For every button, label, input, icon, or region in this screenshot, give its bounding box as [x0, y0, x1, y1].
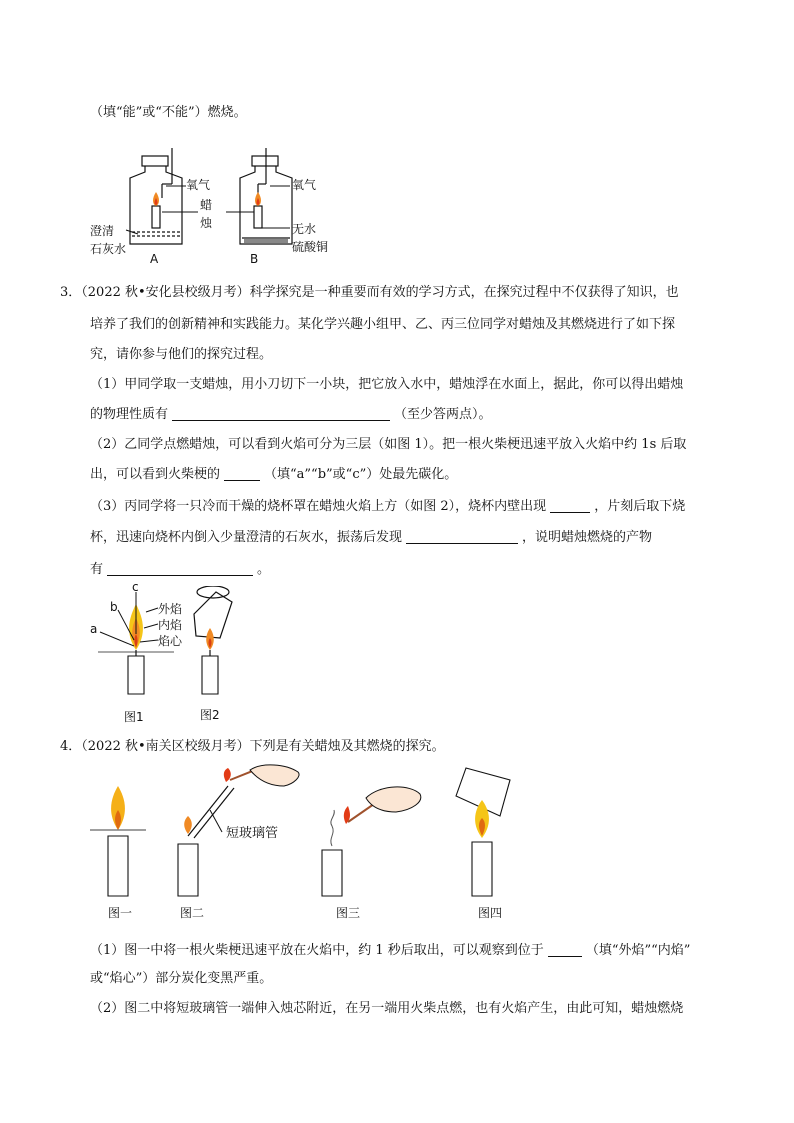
bottle-figure [90, 148, 330, 270]
bottle-b [240, 148, 292, 244]
figure-b-label: B [250, 252, 259, 266]
panel3-hand [366, 787, 421, 812]
panel2-candle [178, 844, 198, 896]
glass-tube [188, 786, 228, 836]
q3-part1-line-a: （1）甲同学取一支蜡烛，用小刀切下一小块，把它放入水中，蜡烛浮在水面上，据此，你可以得出蜡烛 [90, 377, 684, 392]
answer-blank-1[interactable] [172, 406, 390, 421]
answer-blank-2[interactable] [224, 466, 260, 481]
q3-line-2: 培养了我们的创新精神和实践能力。某化学兴趣小组甲、乙、丙三位同学对蜡烛及其燃烧进行了如下探 [90, 317, 676, 332]
candle-label-1: 蜡 [200, 198, 213, 212]
inner-flame-label: 内焰 [158, 618, 183, 632]
panel3-candle [322, 850, 342, 896]
label-a: a [90, 622, 98, 636]
outer-flame-label: 外焰 [158, 602, 183, 616]
candle-label-2: 烛 [200, 216, 213, 230]
q4-part1-line-b: 或“焰心”）部分炭化变黑严重。 [90, 971, 273, 986]
figure-a-label: A [150, 252, 159, 266]
candle-1 [128, 656, 144, 694]
q4-part1-line-a [90, 942, 690, 960]
answer-blank-5[interactable] [107, 561, 253, 576]
q4-part2-line-a: （2）图二中将短玻璃管一端伸入烛芯附近，在另一端用火柴点燃，也有火焰产生，由此可知，蜡烛燃烧 [90, 1001, 684, 1016]
panel4-candle [472, 842, 492, 896]
panel3-caption: 图三 [336, 906, 361, 920]
flame-core-label: 焰心 [158, 634, 183, 648]
answer-blank-4[interactable] [406, 529, 518, 544]
panel2-hand [250, 765, 299, 786]
panel3-smoke [331, 810, 334, 846]
q3-part3-line-b [90, 529, 652, 547]
q3-part2-prefix: 出，可以看到火柴梗的 [90, 467, 221, 482]
q3-line-1: 3．（2022 秋•安化县校级月考）科学探究是一种重要而有效的学习方式，在探究过程中不仅获得了知识，也 [60, 285, 679, 300]
q3-part2-line-b [90, 466, 457, 484]
q3-part1-prefix: 的物理性质有 [90, 407, 169, 422]
q3-part3-b-suffix: ，说明蜡烛燃烧的产物 [522, 530, 653, 545]
panel1-caption: 图一 [108, 906, 133, 920]
cuso4-layer [244, 239, 288, 243]
q3-part2-suffix: （填“a”“b”或“c”）处最先碳化。 [264, 467, 458, 482]
intro-line: （填“能”或“不能”）燃烧。 [90, 105, 247, 120]
panel3-match [348, 804, 374, 822]
cuso4-label-1: 无水 [292, 222, 317, 236]
panel2-flame [184, 816, 192, 834]
q3-part1-line-b [90, 406, 492, 424]
q4-line-1: 4．（2022 秋•南关区校级月考）下列是有关蜡烛及其燃烧的探究。 [60, 739, 445, 754]
q3-part3-c-suffix: 。 [257, 562, 271, 577]
fig1-caption: 图1 [124, 710, 144, 724]
label-c: c [132, 580, 139, 594]
q3-part3-a-prefix: （3）丙同学将一只冷而干燥的烧杯罩在蜡烛火焰上方（如图 2），烧杯内壁出现 [90, 499, 547, 514]
panel4-caption: 图四 [478, 906, 503, 920]
fig2-caption: 图2 [200, 708, 220, 722]
q3-part3-line-c [90, 561, 270, 579]
q4-part1-suffix: （填“外焰”“内焰” [585, 943, 691, 958]
cuso4-label-2: 硫酸铜 [292, 240, 329, 254]
beaker [194, 586, 232, 638]
q3-part3-line-a [90, 498, 685, 516]
limewater-label-1: 澄清 [90, 224, 115, 238]
answer-blank-3[interactable] [550, 498, 590, 513]
oxygen-b-label: 氧气 [292, 178, 317, 192]
panel2-caption: 图二 [180, 906, 205, 920]
answer-blank-6[interactable] [548, 942, 582, 957]
q3-part3-a-suffix: ，片刻后取下烧 [594, 499, 686, 514]
label-b: b [110, 600, 118, 614]
limewater-label-2: 石灰水 [90, 242, 127, 256]
candle-2 [202, 656, 218, 694]
panel1-candle [108, 836, 128, 896]
q3-line-3: 究，请你参与他们的探究过程。 [90, 347, 273, 362]
glass-tube-label: 短玻璃管 [226, 826, 279, 841]
q3-part3-c-prefix: 有 [90, 562, 104, 577]
oxygen-a-label: 氧气 [186, 178, 211, 192]
q3-part3-b-prefix: 杯，迅速向烧杯内倒入少量澄清的石灰水，振荡后发现 [90, 530, 403, 545]
q3-part1-suffix: （至少答两点）。 [394, 407, 492, 422]
four-panel-figure [90, 764, 540, 924]
four-panel-diagram [90, 764, 540, 924]
flame-figure [88, 580, 258, 726]
q4-part1-prefix: （1）图一中将一根火柴梗迅速平放在火焰中，约 1 秒后取出，可以观察到位于 [90, 943, 544, 958]
q3-part2-line-a: （2）乙同学点燃蜡烛，可以看到火焰可分为三层（如图 1）。把一根火柴梗迅速平放入火焰中约 1s 后取 [90, 437, 687, 452]
